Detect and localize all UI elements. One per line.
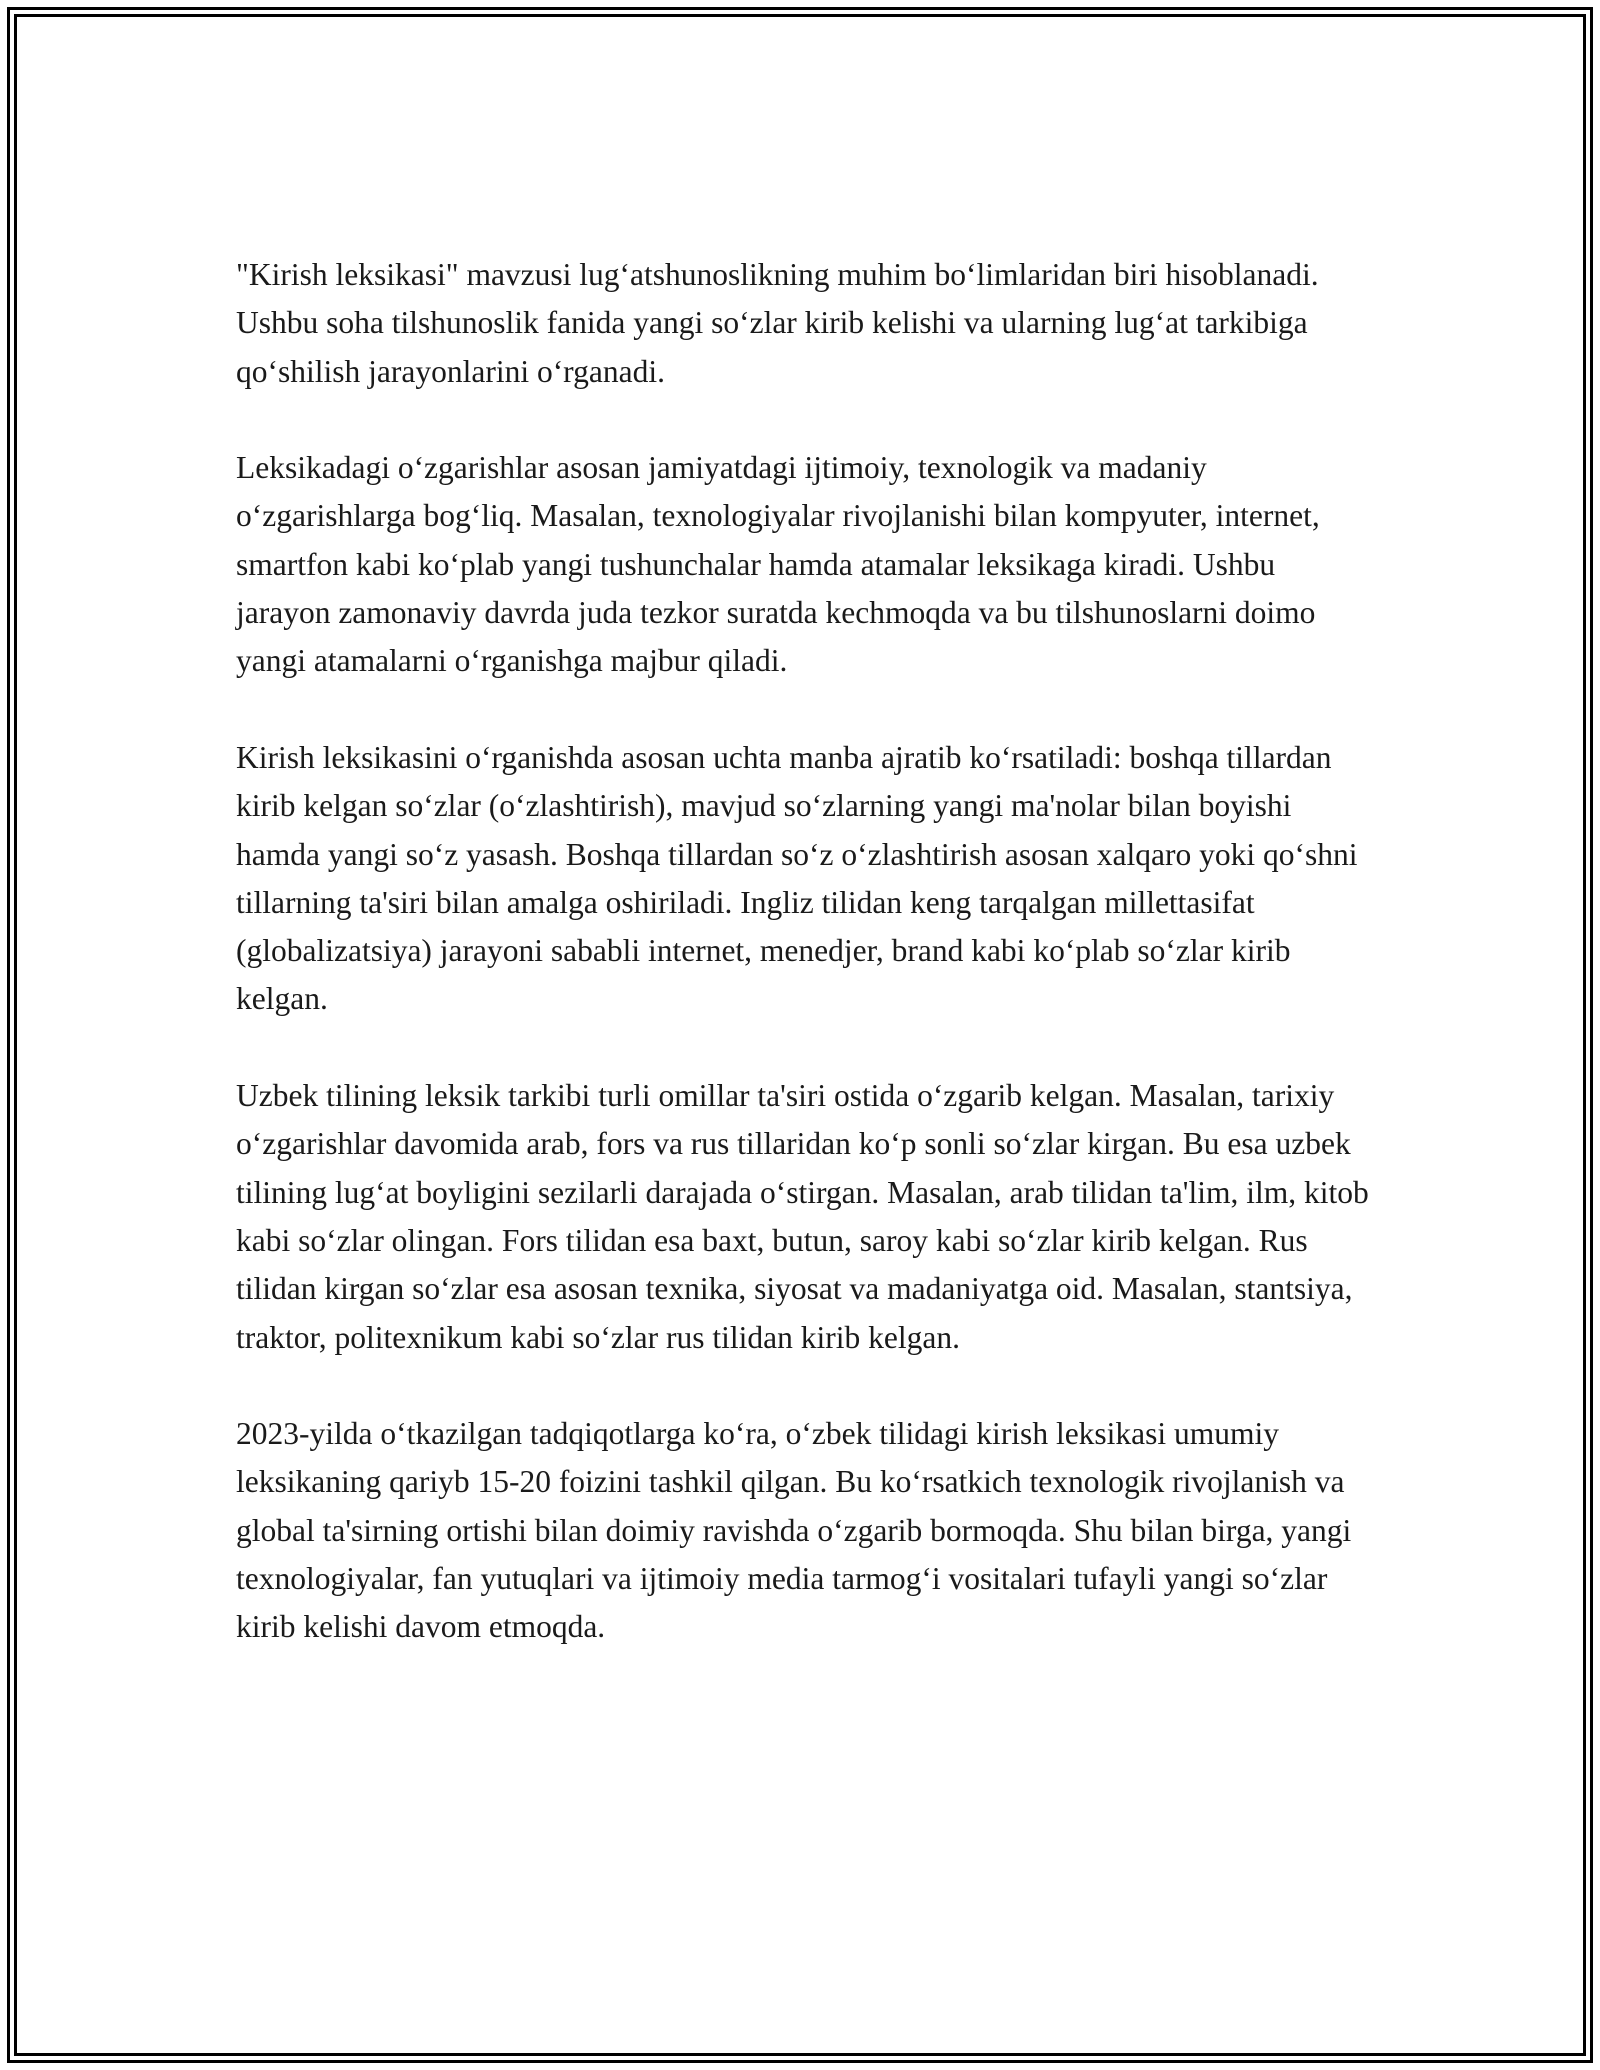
document-body — [236, 251, 1376, 1652]
paragraph-sources: Kirish leksikasini oʻrganishda asosan uchta manba ajratib koʻrsatiladi: boshqa tillardan kirib kelgan soʻzlar (oʻzlashtirish), mavjud soʻzlarning yangi ma'nolar bilan boyishi hamda yangi soʻz yasash. Boshqa tillardan soʻz oʻzlashtirish asosan xalqaro yoki qoʻshni tillarning ta'siri bilan amalga oshiriladi. Ingliz tilidan keng tarqalgan millettasifat (globalizatsiya) jarayoni sababli internet, menedjer, brand kabi koʻplab soʻzlar kirib kelgan. — [236, 739, 1358, 1017]
paragraph-history: Uzbek tilining leksik tarkibi turli omillar ta'siri ostida oʻzgarib kelgan. Masalan, tarixiy oʻzgarishlar davomida arab, fors va rus tillaridan koʻp sonli soʻzlar kirgan. Bu esa uzbek tilining lugʻat boyligini sezilarli darajada oʻstirgan. Masalan, arab tilidan ta'lim, ilm, kitob kabi soʻzlar olingan. Fors tilidan esa baxt, butun, saroy kabi soʻzlar kirib kelgan. Rus tilidan kirgan soʻzlar esa asosan texnika, siyosat va madaniyatga oid. Masalan, stantsiya, traktor, politexnikum kabi soʻzlar rus tilidan kirib kelgan. — [236, 1078, 1369, 1355]
paragraph-changes: Leksikadagi oʻzgarishlar asosan jamiyatdagi ijtimoiy, texnologik va madaniy oʻzgarishlarga bogʻliq. Masalan, texnologiyalar rivojlanishi bilan kompyuter, internet, smartfon kabi koʻplab yangi tushunchalar hamda atamalar leksikaga kiradi. Ushbu jarayon zamonaviy davrda juda tezkor suratda kechmoqda va bu tilshunoslarni doimo yangi atamalarni oʻrganishga majbur qiladi. — [236, 450, 1320, 679]
paragraph-research: 2023-yilda oʻtkazilgan tadqiqotlarga koʻra, oʻzbek tilidagi kirish leksikasi umumiy leksikaning qariyb 15-20 foizini tashkil qilgan. Bu koʻrsatkich texnologik rivojlanish va global ta'sirning ortishi bilan doimiy ravishda oʻzgarib bormoqda. Shu bilan birga, yangi texnologiyalar, fan yutuqlari va ijtimoiy media tarmogʻi vositalari tufayli yangi soʻzlar kirib kelishi davom etmoqda. — [236, 1416, 1352, 1645]
paragraph-intro: "Kirish leksikasi" mavzusi lugʻatshunoslikning muhim boʻlimlaridan biri hisoblanadi. Ushbu soha tilshunoslik fanida yangi soʻzlar kirib kelishi va ularning lugʻat tarkibiga qoʻshilish jarayonlarini oʻrganadi. — [236, 257, 1319, 389]
